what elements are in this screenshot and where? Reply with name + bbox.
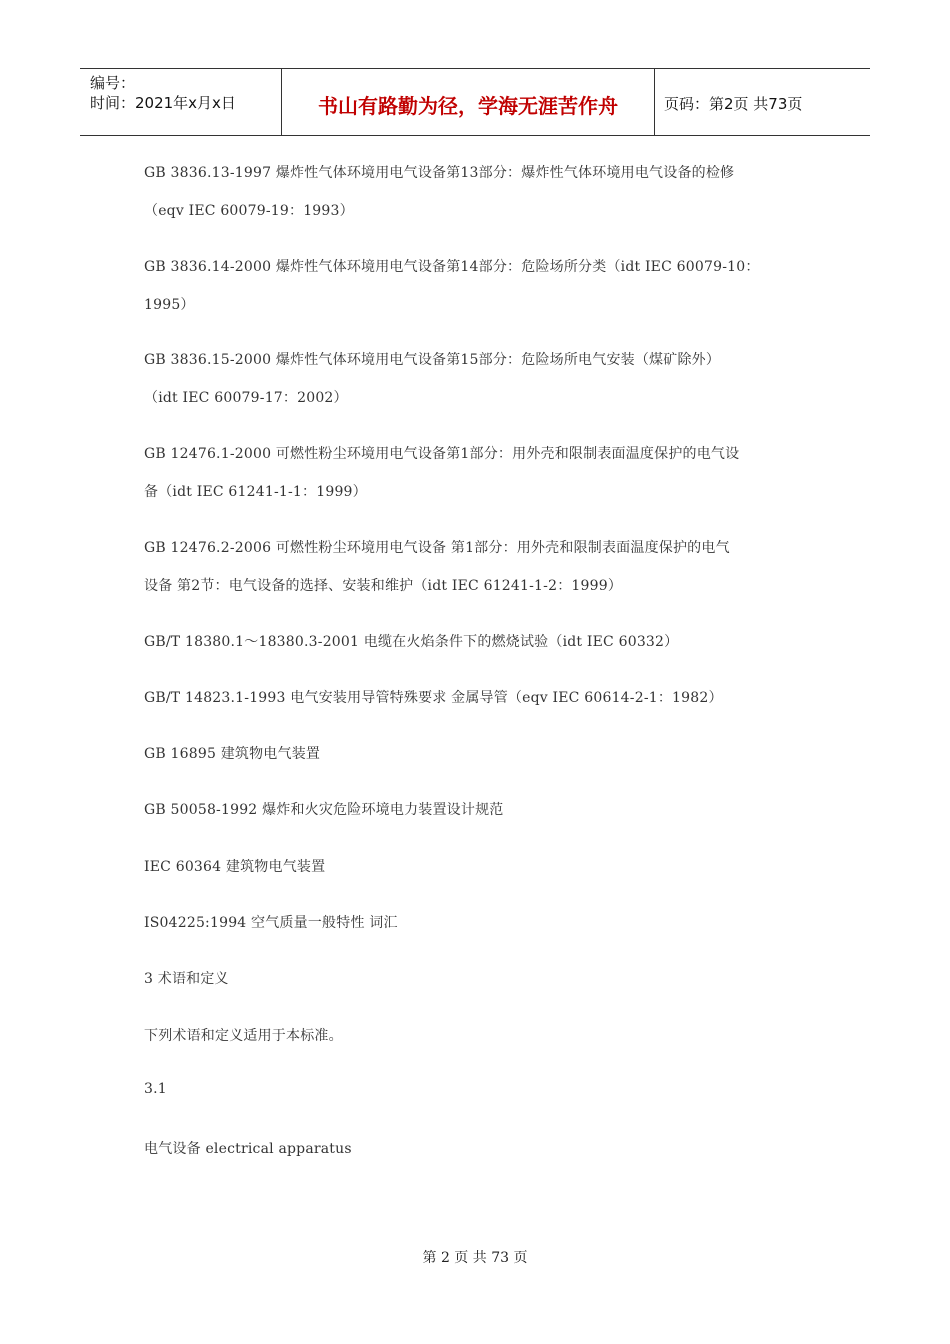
text-line: GB 50058-1992 爆炸和火灾危险环境电力装置设计规范: [144, 802, 504, 818]
text-line: GB 3836.13-1997 爆炸性气体环境用电气设备第13部分：爆炸性气体环境用电气设备的检修: [144, 165, 735, 181]
text-line: 设备 第2节：电气设备的选择、安装和维护（idt IEC 61241-1-2：1999）: [144, 578, 623, 594]
text-line: GB 16895 建筑物电气装置: [144, 746, 321, 762]
text-line: IS04225:1994 空气质量一般特性 词汇: [144, 915, 398, 931]
section-heading: 3 术语和定义: [144, 971, 229, 987]
header-motto: 书山有路勤为径，学海无涯苦作舟: [282, 69, 655, 135]
text-line: GB 12476.2-2006 可燃性粉尘环境用电气设备 第1部分：用外壳和限制表面温度保护的电气: [144, 540, 730, 556]
header-meta: [80, 69, 282, 135]
document-number-label: 编号：: [90, 74, 136, 92]
page-header: [80, 68, 870, 136]
page-footer: 第 2 页 共 73 页: [422, 1250, 528, 1266]
header-page-info: 页码：第2页 共73页: [664, 94, 803, 113]
text-line: GB 3836.15-2000 爆炸性气体环境用电气设备第15部分：危险场所电气安装（煤矿除外）: [144, 352, 721, 368]
text-line: GB 12476.1-2000 可燃性粉尘环境用电气设备第1部分：用外壳和限制表面温度保护的电气设: [144, 446, 740, 462]
subsection-number: 3.1: [144, 1081, 167, 1097]
text-line: 1995）: [144, 297, 195, 313]
text-line: （eqv IEC 60079-19：1993）: [144, 203, 354, 219]
text-line: 备（idt IEC 61241-1-1：1999）: [144, 484, 367, 500]
term-line: 电气设备 electrical apparatus: [144, 1141, 352, 1157]
document-date-label: 时间：2021年x月x日: [90, 94, 236, 112]
text-line: GB/T 14823.1-1993 电气安装用导管特殊要求 金属导管（eqv IEC 60614-2-1：1982）: [144, 690, 723, 706]
text-line: （idt IEC 60079-17：2002）: [144, 390, 348, 406]
text-line: IEC 60364 建筑物电气装置: [144, 859, 326, 875]
text-line: GB 3836.14-2000 爆炸性气体环境用电气设备第14部分：危险场所分类（idt IEC 60079-10：: [144, 259, 760, 275]
text-line: GB/T 18380.1～18380.3-2001 电缆在火焰条件下的燃烧试验（idt IEC 60332）: [144, 634, 679, 650]
text-line: 下列术语和定义适用于本标准。: [144, 1028, 343, 1044]
